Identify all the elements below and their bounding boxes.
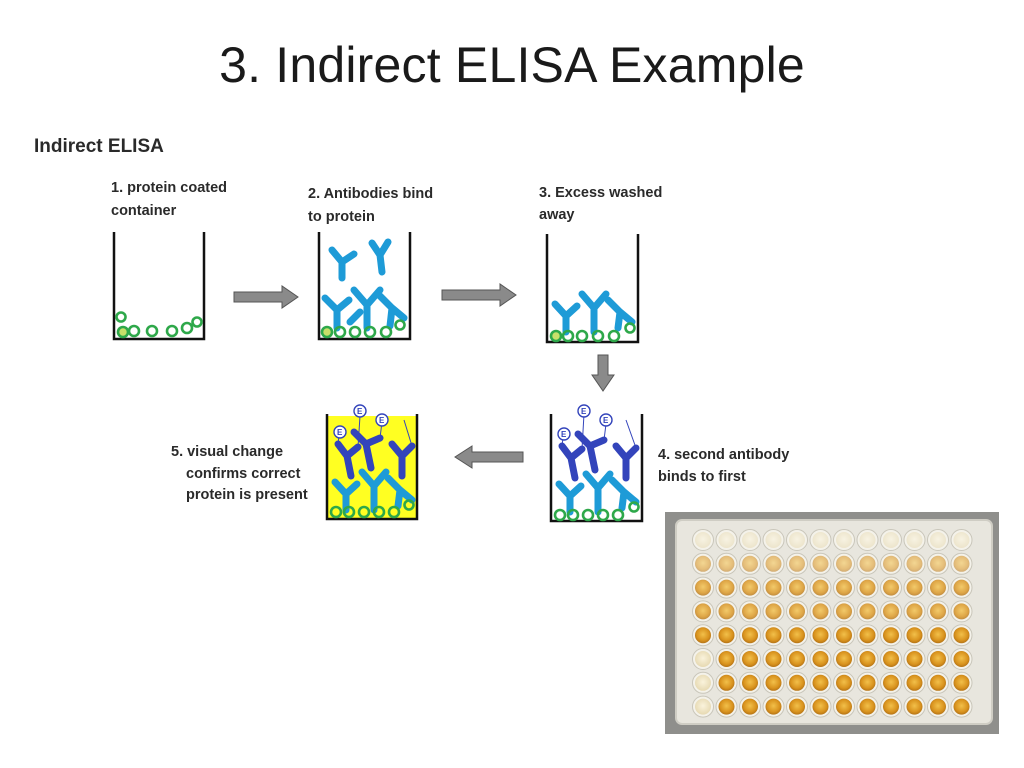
step-5-enzyme-label: E <box>379 416 385 425</box>
well <box>860 532 876 548</box>
arrow-3-to-4 <box>592 355 614 391</box>
well <box>883 556 899 572</box>
well <box>742 580 758 596</box>
step-4-secondary-antibodies <box>562 434 636 478</box>
well <box>742 699 758 715</box>
well <box>883 675 899 691</box>
step-3-antibodies <box>555 294 632 332</box>
well <box>789 556 805 572</box>
well <box>930 556 946 572</box>
well <box>719 651 735 667</box>
well <box>695 556 711 572</box>
well <box>860 675 876 691</box>
well <box>766 603 782 619</box>
well <box>883 532 899 548</box>
well <box>695 651 711 667</box>
well <box>836 532 852 548</box>
well <box>813 556 829 572</box>
well <box>766 651 782 667</box>
well <box>719 532 735 548</box>
well <box>813 627 829 643</box>
arrow-1-to-2 <box>234 286 298 308</box>
well <box>719 556 735 572</box>
well <box>813 699 829 715</box>
step-3-label-line1: 3. Excess washed <box>539 185 663 201</box>
diagram-heading: Indirect ELISA <box>34 136 164 157</box>
well <box>813 532 829 548</box>
step-2-label-line2: to protein <box>308 209 375 225</box>
well <box>860 556 876 572</box>
well <box>789 603 805 619</box>
well <box>907 580 923 596</box>
microplate-photo <box>665 512 999 734</box>
well <box>742 603 758 619</box>
well <box>719 627 735 643</box>
well <box>789 627 805 643</box>
well <box>836 627 852 643</box>
step-1-label-line2: container <box>111 203 177 219</box>
slide-title: 3. Indirect ELISA Example <box>219 37 805 93</box>
well <box>836 675 852 691</box>
well <box>766 580 782 596</box>
well <box>883 580 899 596</box>
well <box>860 699 876 715</box>
step-5-label-line3: protein is present <box>186 487 308 503</box>
well <box>813 675 829 691</box>
step-2-antibodies <box>325 242 404 328</box>
step-5-label-line2: confirms correct <box>186 466 301 482</box>
arrow-4-to-5 <box>455 446 523 468</box>
step-3-container <box>547 234 638 342</box>
well <box>719 603 735 619</box>
well <box>930 603 946 619</box>
well <box>930 627 946 643</box>
well <box>954 627 970 643</box>
well <box>954 580 970 596</box>
well <box>883 627 899 643</box>
well <box>766 699 782 715</box>
well <box>883 651 899 667</box>
well <box>954 651 970 667</box>
well <box>860 627 876 643</box>
step-2-label-line1: 2. Antibodies bind <box>308 186 434 202</box>
well <box>930 699 946 715</box>
well <box>836 699 852 715</box>
well <box>695 603 711 619</box>
well <box>813 603 829 619</box>
step-4-enzyme-label: E <box>561 430 567 439</box>
well <box>930 675 946 691</box>
well <box>836 651 852 667</box>
well <box>907 627 923 643</box>
well <box>789 651 805 667</box>
well <box>766 627 782 643</box>
step-5-container <box>327 405 417 519</box>
well <box>836 556 852 572</box>
well <box>789 699 805 715</box>
well <box>789 532 805 548</box>
well <box>813 651 829 667</box>
well <box>907 603 923 619</box>
well <box>836 603 852 619</box>
well <box>907 675 923 691</box>
well <box>907 699 923 715</box>
well <box>742 532 758 548</box>
well <box>742 675 758 691</box>
step-1-proteins <box>117 313 202 338</box>
well <box>860 580 876 596</box>
well <box>860 603 876 619</box>
well <box>883 603 899 619</box>
step-1-label-line1: 1. protein coated <box>111 180 228 196</box>
well <box>907 651 923 667</box>
well <box>742 651 758 667</box>
well <box>719 699 735 715</box>
well <box>695 532 711 548</box>
well <box>695 699 711 715</box>
well <box>954 675 970 691</box>
step-4-enzyme-label: E <box>603 416 609 425</box>
well <box>789 580 805 596</box>
step-5-label-line1: 5. visual change <box>171 444 284 460</box>
step-2-container <box>319 232 410 339</box>
well <box>766 532 782 548</box>
well <box>907 556 923 572</box>
well <box>766 675 782 691</box>
well <box>954 556 970 572</box>
well <box>695 627 711 643</box>
step-1-container <box>114 232 204 339</box>
well <box>695 580 711 596</box>
well <box>766 556 782 572</box>
step-4-container <box>551 405 642 521</box>
well <box>954 603 970 619</box>
step-3-label-line2: away <box>539 207 575 223</box>
well <box>954 699 970 715</box>
well <box>695 675 711 691</box>
step-4-label-line2: binds to first <box>658 469 746 485</box>
well <box>742 556 758 572</box>
well <box>930 532 946 548</box>
well <box>930 651 946 667</box>
well <box>836 580 852 596</box>
well <box>930 580 946 596</box>
step-4-enzyme-label: E <box>581 407 587 416</box>
step-4-label-line1: 4. second antibody <box>658 447 790 463</box>
well <box>883 699 899 715</box>
step-5-enzyme-label: E <box>357 407 363 416</box>
well <box>860 651 876 667</box>
well <box>813 580 829 596</box>
well <box>907 532 923 548</box>
well <box>719 580 735 596</box>
well <box>742 627 758 643</box>
well <box>954 532 970 548</box>
step-5-enzyme-label: E <box>337 428 343 437</box>
arrow-2-to-3 <box>442 284 516 306</box>
well <box>789 675 805 691</box>
well <box>719 675 735 691</box>
